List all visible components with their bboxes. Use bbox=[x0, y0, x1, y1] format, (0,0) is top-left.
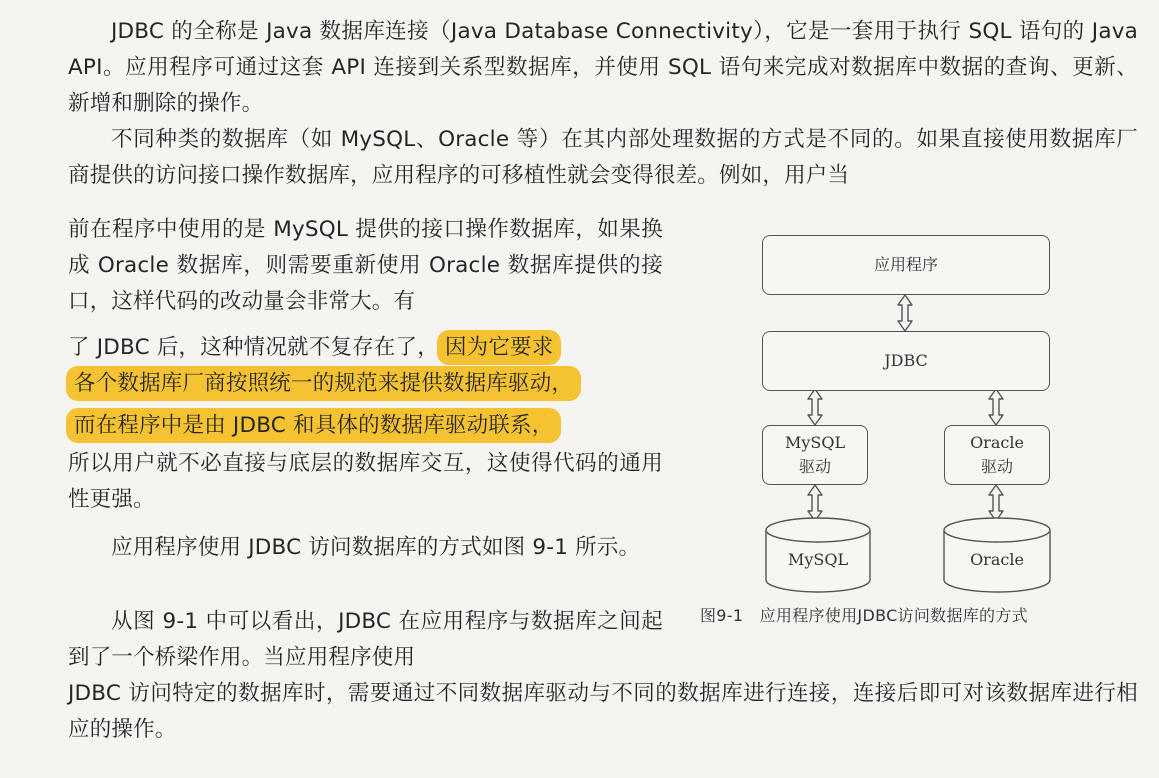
paragraph-2-rest: 所以用户就不必直接与底层的数据库交互，这使得代码的通用性更强。 bbox=[68, 451, 663, 512]
figure-arrows bbox=[690, 225, 1130, 645]
oracle-driver-box bbox=[944, 425, 1050, 485]
figure-9-1 bbox=[690, 225, 1130, 645]
highlight-a: 因为它要求 bbox=[439, 332, 560, 363]
mysql-driver-box bbox=[762, 425, 868, 485]
paragraph-2-full: 不同种类的数据库（如 MySQL、Oracle 等）在其内部处理数据的方式是不同的。如果直接使用数据库厂商提供的访问接口操作数据库，应用程序的可移植性就会变得很差。例如，用户当 bbox=[68, 127, 1138, 188]
paragraph-1: JDBC 的全称是 Java 数据库连接（Java Database Connectivity），它是一套用于执行 SQL 语句的 Java API。应用程序可通过这套 API 连接到关系型数据库，并使用 SQL 语句来完成对数据库中数据的查询、更新、新增和删除的操作。 bbox=[68, 19, 1138, 116]
mysql-driver-label-2: 驱动 bbox=[798, 457, 831, 476]
double-arrow-icon bbox=[808, 389, 822, 425]
double-arrow-icon bbox=[989, 485, 1003, 521]
oracle-db-label: Oracle bbox=[970, 550, 1024, 569]
paragraph-4-narrow: 从图 9-1 中可以看出，JDBC 在应用程序与数据库之间起到了一个桥梁作用。当应用程序使用 bbox=[68, 609, 663, 670]
app-label: 应用程序 bbox=[873, 255, 938, 274]
oracle-driver-label-1: Oracle bbox=[970, 433, 1024, 452]
mysql-db-label: MySQL bbox=[787, 550, 849, 569]
double-arrow-icon bbox=[989, 389, 1003, 425]
paragraph-2-narrow: 前在程序中使用的是 MySQL 提供的接口操作数据库，如果换成 Oracle 数据库，则需要重新使用 Oracle 数据库提供的接口，这样代码的改动量会非常大。有 bbox=[68, 217, 663, 314]
oracle-driver-label-2: 驱动 bbox=[980, 457, 1013, 476]
database-cylinder-icon bbox=[766, 518, 870, 542]
paragraph-2-line-c bbox=[68, 408, 559, 444]
paragraph-2-line-a bbox=[68, 330, 559, 366]
jdbc-label: JDBC bbox=[884, 351, 928, 370]
paragraph-3: 应用程序使用 JDBC 访问数据库的方式如图 9-1 所示。 bbox=[111, 535, 641, 560]
mysql-driver-label-1: MySQL bbox=[784, 433, 846, 452]
paragraph-4-full: JDBC 访问特定的数据库时，需要通过不同数据库驱动与不同的数据库进行连接，连接后即可对该数据库进行相应的操作。 bbox=[68, 681, 1138, 742]
double-arrow-icon bbox=[898, 295, 912, 331]
paragraph-2-text-a: 了 JDBC 后，这种情况就不复存在了， bbox=[68, 335, 439, 360]
highlight-b: 各个数据库厂商按照统一的规范来提供数据库驱动， bbox=[68, 368, 579, 399]
paragraph-2-line-b bbox=[68, 366, 579, 402]
highlight-c: 而在程序中是由 JDBC 和具体的数据库驱动联系， bbox=[68, 410, 559, 441]
figure-caption: 图9-1 应用程序使用JDBC访问数据库的方式 bbox=[700, 606, 1028, 625]
jdbc-box bbox=[762, 331, 1050, 391]
double-arrow-icon bbox=[808, 485, 822, 521]
database-cylinder-icon bbox=[944, 518, 1050, 542]
